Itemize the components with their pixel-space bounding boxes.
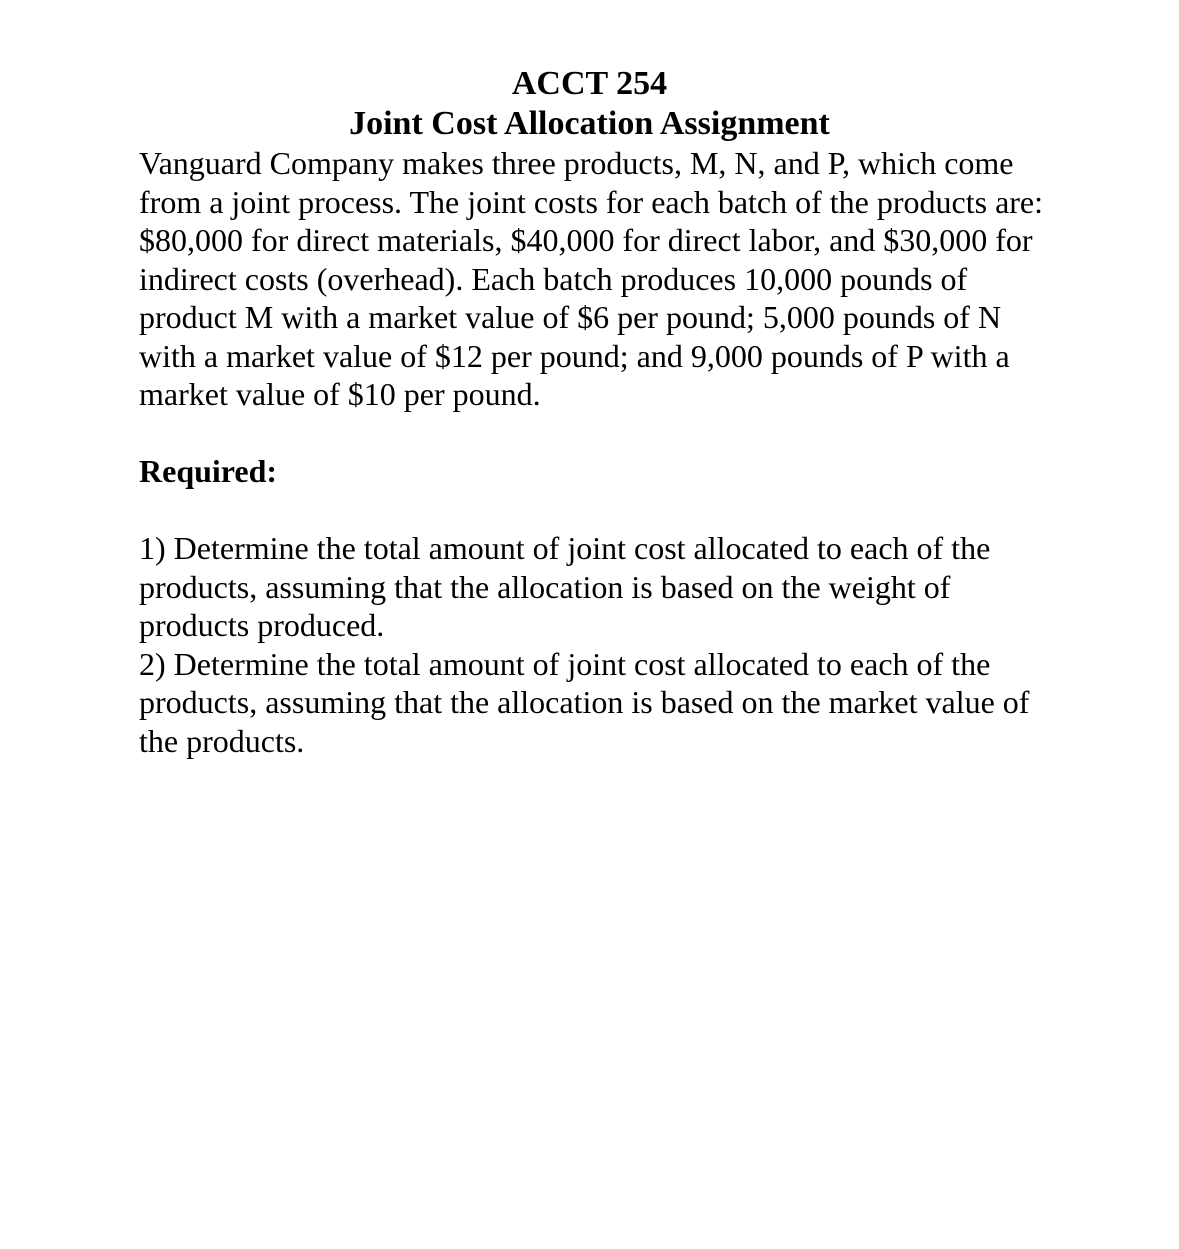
required-heading: Required:: [139, 453, 278, 489]
assignment-title: Joint Cost Allocation Assignment: [349, 105, 830, 142]
question-2: 2) Determine the total amount of joint cost allocated to each of the products, assuming that the allocation is based on the market value of the products.: [139, 645, 1030, 759]
question-list: [139, 529, 1049, 760]
question-1: 1) Determine the total amount of joint cost allocated to each of the products, assuming that the allocation is based on the weight of products produced.: [139, 530, 991, 643]
problem-statement: Vanguard Company makes three products, M, N, and P, which come from a joint process. The joint costs for each batch of the products are: $80,000 for direct materials, $40,000 for direct labor, and $30,000 for indirect costs (overhead). Each batch produces 10,000 pounds of product M with a market value of $6 per pound; 5,000 pounds of N with a market value of $12 per pound; and 9,000 pounds of P with a market value of $10 per pound.: [139, 145, 1044, 412]
course-code: ACCT 254: [511, 65, 668, 102]
